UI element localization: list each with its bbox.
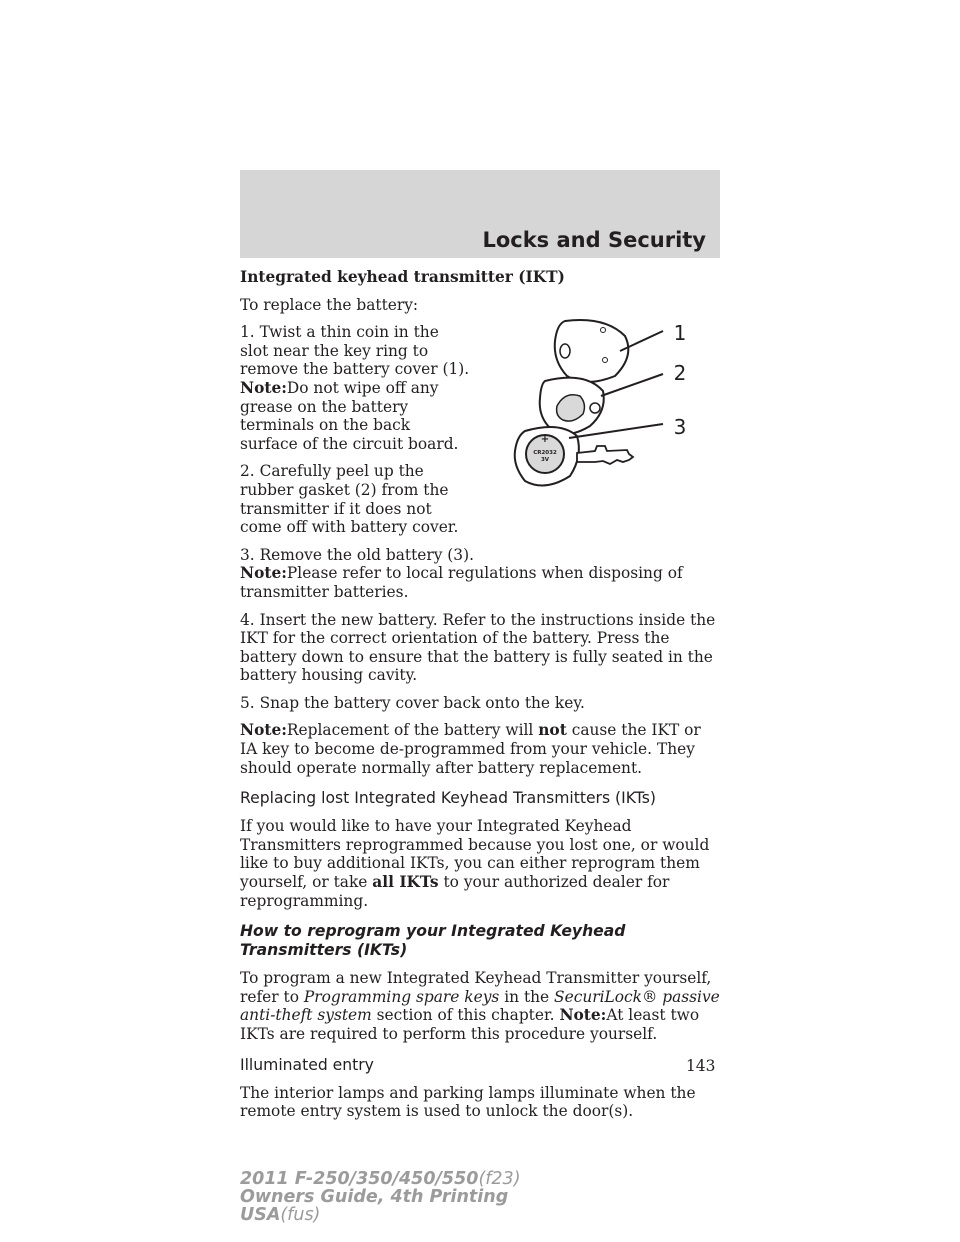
how-to-reprogram-heading: How to reprogram your Integrated Keyhead Transmitters (IKTs) [240, 922, 626, 960]
illuminated-entry-heading: Illuminated entry [240, 1055, 374, 1074]
section-title: Locks and Security [482, 228, 706, 252]
callout-3: 3 [673, 415, 687, 439]
replacing-lost-ikts-heading: Replacing lost Integrated Keyhead Transmitters (IKTs) [240, 789, 656, 808]
note-3: Note:Replacement of the battery will not cause the IKT or IA key to become de-programmed from your vehicle. They should operate normally after battery replacement. [240, 721, 701, 777]
replace-intro: To replace the battery: [240, 295, 419, 314]
how-to-reprogram-text: To program a new Integrated Keyhead Transmitter yourself, refer to Programming spare keys in the SecuriLock® passive anti-theft system section of this chapter. Note:At least two IKTs are required to perform this procedure yourself. [240, 969, 720, 1043]
page-number: 143 [686, 1057, 716, 1075]
note-label: Note: [240, 721, 287, 740]
page-content [240, 268, 720, 1121]
step-5: 5. Snap the battery cover back onto the key. [240, 693, 585, 712]
battery-voltage-label: 3V [540, 457, 550, 463]
step-3: 3. Remove the old battery (3). [240, 545, 475, 564]
footer-line-3: USA(fus) [240, 1205, 321, 1225]
section-header-band [240, 170, 720, 258]
step-2: 2. Carefully peel up the rubber gasket (2) from the transmitter if it does not come off with battery cover. [240, 462, 459, 537]
step-4: 4. Insert the new battery. Refer to the instructions inside the IKT for the correct orientation of the battery. Press the battery down to ensure that the battery is fully seated in the battery housing cavity. [240, 610, 716, 685]
ikt-heading: Integrated keyhead transmitter (IKT) [240, 268, 565, 286]
battery-plus-label: + [540, 434, 550, 445]
step-1: 1. Twist a thin coin in the slot near the key ring to remove the battery cover (1). [240, 323, 470, 379]
battery-model-label: CR2032 [533, 450, 557, 456]
document-footer [240, 1170, 521, 1224]
note-label: Note: [240, 378, 287, 397]
footer-line-1: 2011 F-250/350/450/550(f23) [240, 1169, 521, 1189]
callout-1: 1 [673, 321, 687, 345]
note-label: Note: [240, 564, 287, 583]
replacing-lost-ikts-text: If you would like to have your Integrated Keyhead Transmitters reprogrammed because you lost one, or would like to buy additional IKTs, you can either reprogram them yourself, or take all IKTs to your authorized dealer for reprogramming. [240, 817, 710, 910]
callout-2: 2 [673, 361, 687, 385]
illuminated-entry-text: The interior lamps and parking lamps illuminate when the remote entry system is used to unlock the door(s). [240, 1083, 696, 1121]
note-2: Note:Please refer to local regulations when disposing of transmitter batteries. [240, 564, 683, 601]
footer-line-2: Owners Guide, 4th Printing [240, 1187, 509, 1207]
note-label: Note: [559, 1006, 607, 1025]
note-1: Note:Do not wipe off any grease on the battery terminals on the back surface of the circuit board. [240, 378, 459, 453]
